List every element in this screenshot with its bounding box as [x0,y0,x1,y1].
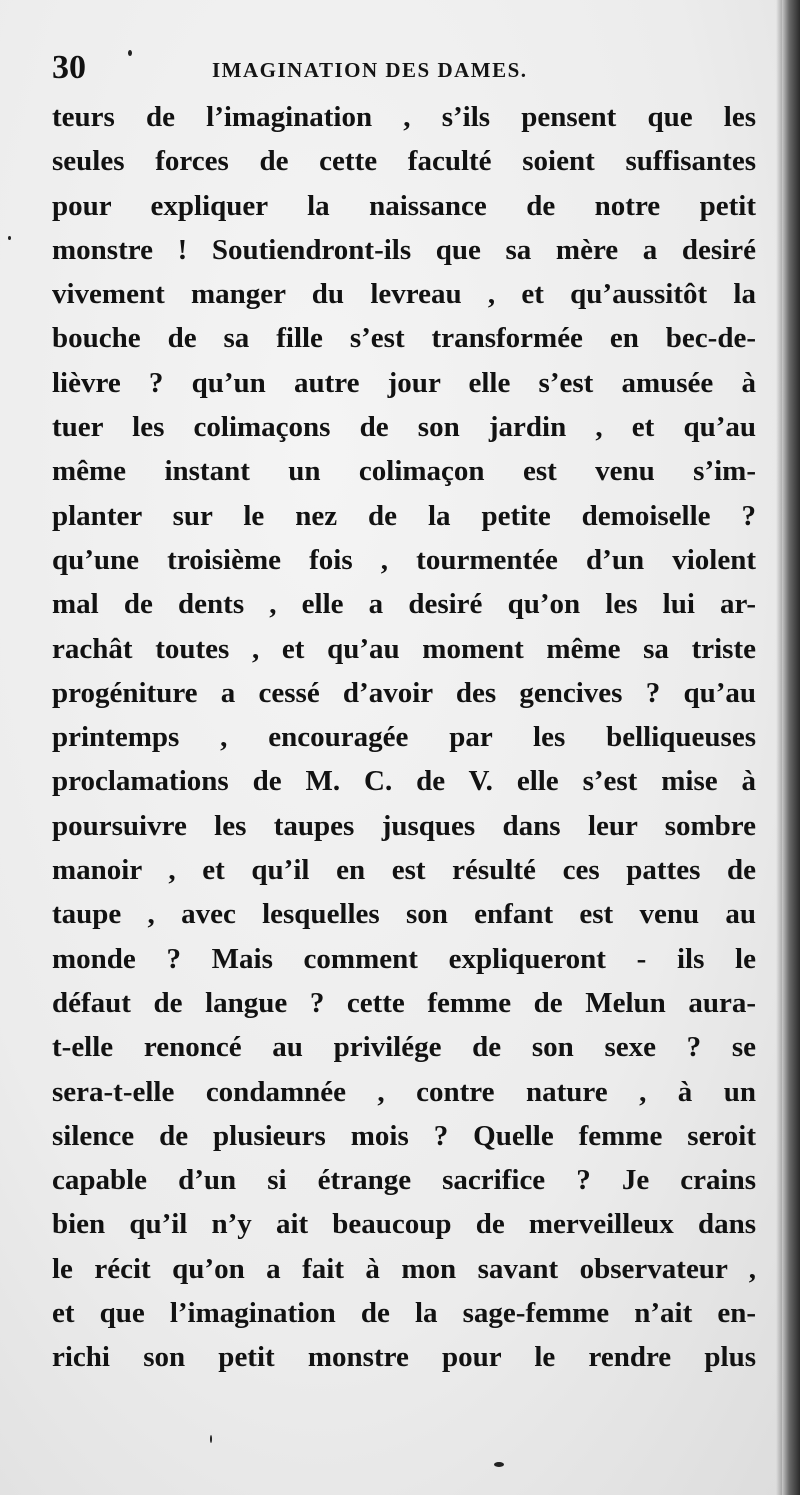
text-line: seules forces de cette faculté soient suffisantes [52,145,756,178]
text-line: richi son petit monstre pour le rendre plus [52,1341,756,1374]
text-line: monde ? Mais comment expliqueront - ils le [52,942,756,975]
text-line: le récit qu’on a fait à mon savant observateur , [52,1252,756,1285]
text-line: même instant un colimaçon est venu s’im- [52,455,756,488]
ink-speck [210,1435,212,1443]
page-number: 30 [52,49,86,86]
text-line: qu’une troisième fois , tourmentée d’un violent [52,543,756,576]
text-line: mal de dents , elle a desiré qu’on les lui ar- [52,588,756,621]
text-line: bien qu’il n’y ait beaucoup de merveilleux dans [52,1208,756,1241]
text-line: proclamations de M. C. de V. elle s’est mise à [52,765,756,798]
text-line: pour expliquer la naissance de notre petit [52,189,756,222]
text-line: silence de plusieurs mois ? Quelle femme seroit [52,1119,756,1152]
text-line: et que l’imagination de la sage-femme n’ait en- [52,1297,756,1330]
ink-speck [494,1462,504,1467]
text-line: défaut de langue ? cette femme de Melun aura- [52,986,756,1019]
text-line: manoir , et qu’il en est résulté ces pattes de [52,854,756,887]
text-line: bouche de sa fille s’est transformée en bec-de- [52,322,756,355]
text-line: t-elle renoncé au privilége de son sexe ? se [52,1031,756,1064]
ink-speck [128,50,132,56]
text-line: rachât toutes , et qu’au moment même sa triste [52,632,756,665]
text-line: poursuivre les taupes jusques dans leur sombre [52,809,756,842]
text-line: planter sur le nez de la petite demoiselle ? [52,499,756,532]
text-line: capable d’un si étrange sacrifice ? Je crains [52,1164,756,1197]
text-line: progéniture a cessé d’avoir des gencives ? qu’au [52,676,756,709]
text-line: monstre ! Soutiendront-ils que sa mère a desiré [52,233,756,266]
text-line: vivement manger du levreau , et qu’aussitôt la [52,278,756,311]
ink-speck [8,236,11,240]
text-line: lièvre ? qu’un autre jour elle s’est amusée à [52,366,756,399]
text-line: sera-t-elle condamnée , contre nature , à un [52,1075,756,1108]
text-line: teurs de l’imagination , s’ils pensent que les [52,101,756,133]
body-text [52,95,756,1380]
page-edge [782,0,800,1495]
text-line: printemps , encouragée par les belliqueuses [52,721,756,754]
page-header [52,44,752,92]
text-line: tuer les colimaçons de son jardin , et qu’au [52,411,756,444]
running-head: IMAGINATION DES DAMES. [212,58,528,82]
text-line: taupe , avec lesquelles son enfant est venu au [52,898,756,931]
